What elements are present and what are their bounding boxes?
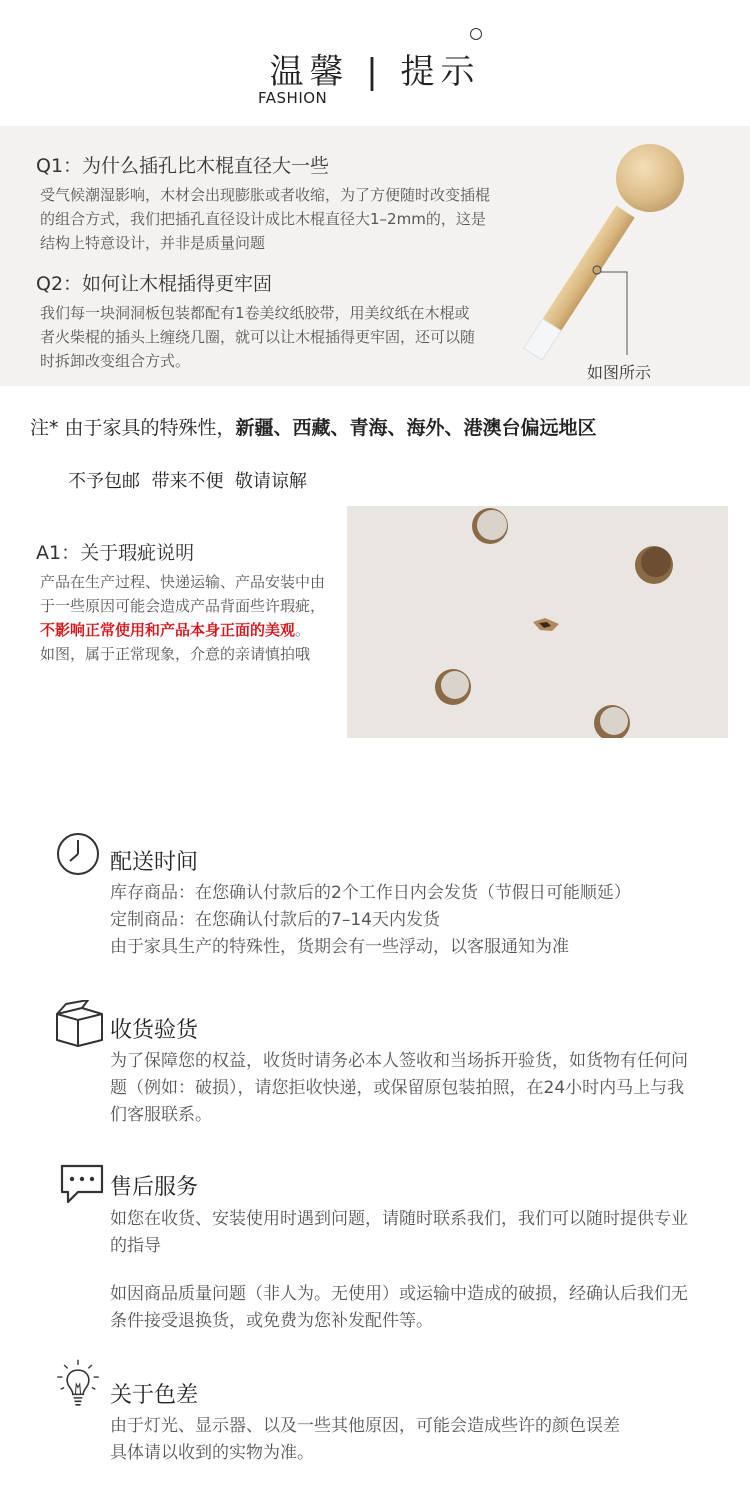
pegboard-defect-photo	[347, 506, 728, 738]
notice-line2: 不予包邮 带来不便 敬请谅解	[68, 471, 307, 492]
page-title: 温馨 | 提示	[269, 52, 481, 92]
wooden-peg-image	[480, 140, 740, 390]
shipping-notice	[30, 413, 597, 440]
a1-text-highlight: 不影响正常使用和产品本身正面的美观	[40, 621, 296, 639]
delivery-text	[110, 880, 700, 961]
inspection-text: 为了保障您的权益，收货时请务必本人签收和当场拆开验货，如货物有任何问题（例如：破损），请您拒收快递，或保留原包装拍照，在24小时内马上与我们客服联系。	[110, 1051, 688, 1125]
delivery-title: 配送时间	[110, 850, 199, 875]
delivery-line: 库存商品：在您确认付款后的2个工作日内会发货（节假日可能顺延）	[110, 883, 631, 903]
after-sales-text1: 如您在收货、安装使用时遇到问题，请随时联系我们，我们可以随时提供专业的指导	[110, 1209, 688, 1256]
delivery-line: 由于家具生产的特殊性，货期会有一些浮动，以客服通知为准	[110, 937, 569, 957]
a1-text	[40, 570, 325, 666]
color-title: 关于色差	[110, 1383, 199, 1408]
clock-icon	[54, 830, 106, 882]
a1-text-after: 。如图，属于正常现象，介意的亲请慎拍哦	[40, 621, 311, 663]
color-line: 具体请以收到的实物为准。	[110, 1443, 314, 1463]
after-sales-text2: 如因商品质量问题（非人为。无使用）或运输中造成的破损，经确认后我们无条件接受退换货，或免费为您补发配件等。	[110, 1284, 688, 1331]
delivery-line: 定制商品：在您确认付款后的7–14天内发货	[110, 910, 440, 930]
color-line: 由于灯光、显示器、以及一些其他原因，可能会造成些许的颜色误差	[110, 1416, 620, 1436]
a1-title: A1：关于瑕疵说明	[36, 542, 195, 564]
color-text	[110, 1413, 700, 1467]
q2-title: Q2：如何让木棍插得更牢固	[36, 273, 273, 295]
inspection-title: 收货验货	[110, 1018, 199, 1043]
a1-text-before: 产品在生产过程、快递运输、产品安装中由于一些原因可能会造成产品背面些许瑕疵，	[40, 573, 326, 615]
q2-text: 我们每一块洞洞板包装都配有1卷美纹纸胶带，用美纹纸在木棍或者火柴棍的插头上缠绕几圈，就可以让木棍插得更牢固，还可以随时拆卸改变组合方式。	[40, 304, 476, 370]
notice-prefix: 注* 由于家具的特殊性，	[30, 417, 236, 439]
lightbulb-icon	[52, 1358, 104, 1410]
box-icon	[54, 1000, 106, 1052]
chat-bubble-icon	[58, 1162, 110, 1214]
q1-title: Q1：为什么插孔比木棍直径大一些	[36, 155, 330, 177]
after-sales-title: 售后服务	[110, 1175, 199, 1200]
title-dot	[470, 28, 482, 40]
q1-text: 受气候潮湿影响，木材会出现膨胀或者收缩，为了方便随时改变插棍的组合方式，我们把插孔直径设计成比木棍直径大1–2mm的，这是结构上特意设计，并非是质量问题	[40, 186, 491, 252]
page-subtitle: FASHION	[258, 89, 328, 107]
notice-regions: 新疆、西藏、青海、海外、港澳台偏远地区	[235, 417, 597, 439]
image-caption: 如图所示	[587, 363, 652, 382]
